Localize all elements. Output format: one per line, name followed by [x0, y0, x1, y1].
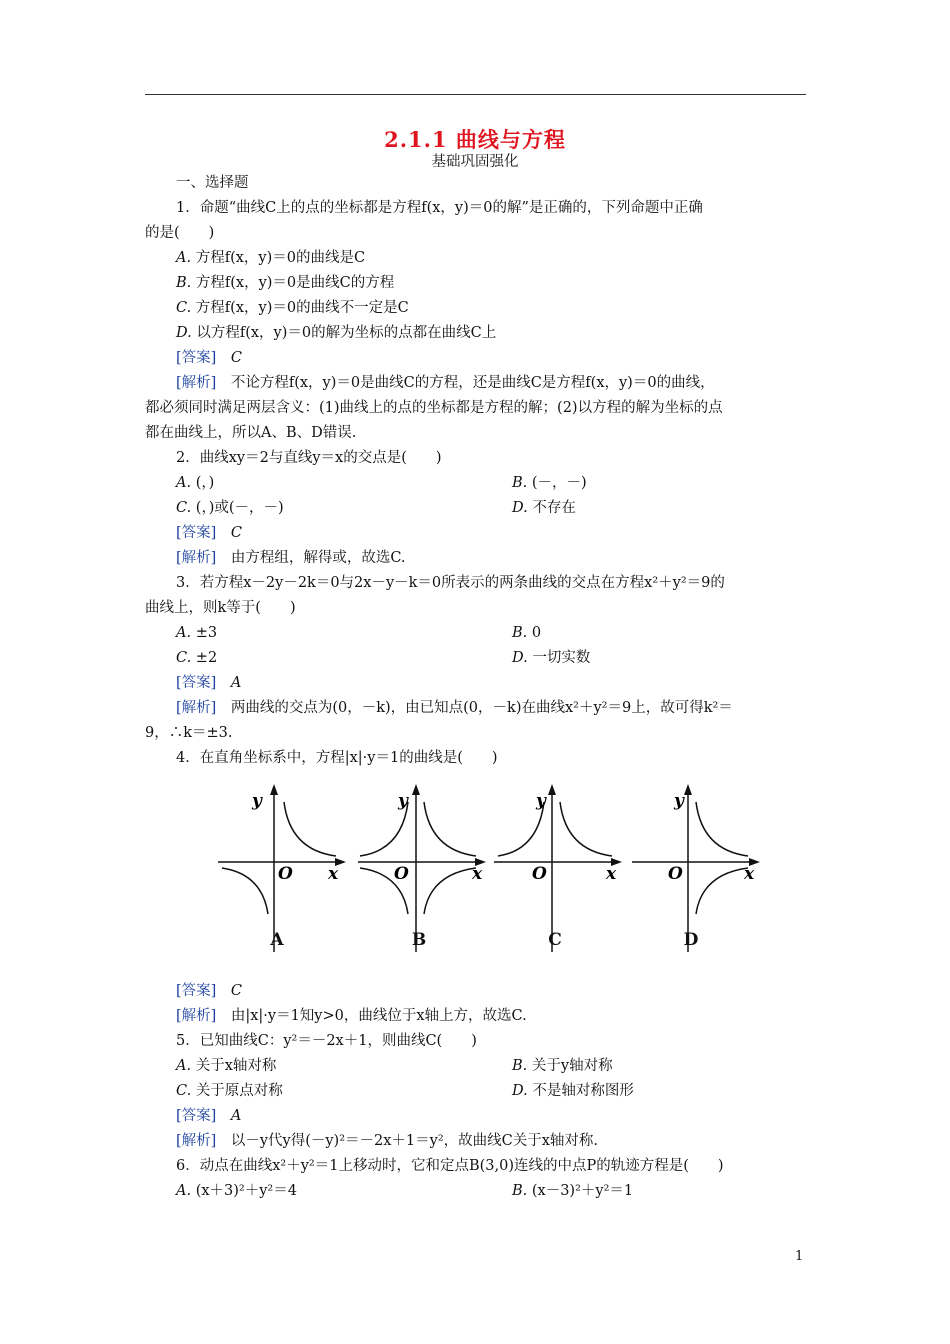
- q1-option-d: D. 以方程f(x，y)＝0的解为坐标的点都在曲线C上: [176, 325, 497, 341]
- q3-option-b: B. 0: [512, 625, 542, 641]
- q1-answer: [答案] C: [176, 350, 242, 366]
- figure-b-x-label: x: [472, 864, 483, 884]
- q4-stem: 4．在直角坐标系中，方程|x|·y＝1的曲线是( ): [176, 750, 498, 766]
- q3-explanation-line2: 9，∴k＝±3.: [145, 725, 233, 741]
- q5-explanation: [解析] 以－y代y得(－y)²＝－2x＋1＝y²，故曲线C关于x轴对称.: [176, 1133, 599, 1149]
- q1-option-b: B. 方程f(x，y)＝0是曲线C的方程: [176, 275, 395, 291]
- q2-option-a: A. (，): [176, 475, 215, 491]
- q5-option-c: C. 关于原点对称: [176, 1083, 283, 1099]
- q5-option-b: B. 关于y轴对称: [512, 1058, 613, 1074]
- q2-option-c: C. (，)或(－，－): [176, 500, 284, 516]
- q4-explanation: [解析] 由|x|·y＝1知y>0，曲线位于x轴上方，故选C.: [176, 1008, 527, 1024]
- q3-answer: [答案] A: [176, 675, 242, 691]
- q1-explanation-line2: 都必须同时满足两层含义：(1)曲线上的点的坐标都是方程的解；(2)以方程的解为坐标的点: [145, 400, 723, 416]
- q1-explanation-line3: 都在曲线上，所以A、B、D错误.: [145, 425, 357, 441]
- figure-c-origin-label: O: [532, 864, 547, 884]
- page-number: 1: [795, 1249, 804, 1264]
- q2-stem: 2．曲线xy＝2与直线y＝x的交点是( ): [176, 450, 442, 466]
- figure-c-y-label: y: [536, 791, 546, 811]
- figure-a-origin-label: O: [278, 864, 293, 884]
- section-heading: 一、选择题: [176, 175, 249, 191]
- figure-option-b: [358, 782, 488, 962]
- figure-c-label: C: [548, 930, 562, 950]
- q3-option-c: C. ±2: [176, 650, 218, 666]
- q1-stem-line1: 1．命题“曲线C上的点的坐标都是方程f(x，y)＝0的解”是正确的，下列命题中正确: [176, 200, 703, 216]
- figure-d-origin-label: O: [668, 864, 683, 884]
- page-subtitle: 基础巩固强化: [431, 154, 519, 170]
- q6-option-b: B. (x－3)²＋y²＝1: [512, 1183, 634, 1199]
- figure-d-x-label: x: [744, 864, 755, 884]
- figure-d-label: D: [683, 930, 699, 950]
- q4-answer: [答案] C: [176, 983, 242, 999]
- figure-a-label: A: [270, 930, 284, 950]
- figure-c-x-label: x: [606, 864, 617, 884]
- q1-option-a: A. 方程f(x，y)＝0的曲线是C: [176, 250, 366, 266]
- q2-answer: [答案] C: [176, 525, 242, 541]
- figure-option-d: [632, 782, 762, 962]
- q2-option-b: B. (－，－): [512, 475, 587, 491]
- figure-option-a: [218, 782, 348, 962]
- q5-option-a: A. 关于x轴对称: [176, 1058, 277, 1074]
- figure-a-x-label: x: [328, 864, 339, 884]
- q1-stem-line2: 的是( ): [145, 225, 215, 241]
- q5-option-d: D. 不是轴对称图形: [512, 1083, 634, 1099]
- figure-b-origin-label: O: [394, 864, 409, 884]
- figure-b-y-label: y: [398, 791, 408, 811]
- figure-a-y-label: y: [252, 791, 262, 811]
- q3-stem-line1: 3．若方程x－2y－2k＝0与2x－y－k＝0所表示的两条曲线的交点在方程x²＋y²＝9的: [176, 575, 725, 591]
- q2-explanation: [解析] 由方程组，解得或，故选C.: [176, 550, 406, 566]
- q3-option-d: D. 一切实数: [512, 650, 591, 666]
- page-title: 2.1.1 曲线与方程: [384, 127, 566, 152]
- q6-stem: 6．动点在曲线x²＋y²＝1上移动时，它和定点B(3,0)连线的中点P的轨迹方程是( ): [176, 1158, 724, 1174]
- header-rule: [145, 94, 806, 95]
- q2-option-d: D. 不存在: [512, 500, 576, 516]
- figure-b-label: B: [411, 930, 427, 950]
- q3-stem-line2: 曲线上，则k等于( ): [145, 600, 296, 616]
- q6-option-a: A. (x＋3)²＋y²＝4: [176, 1183, 297, 1199]
- q3-explanation-line1: [解析] 两曲线的交点为(0，－k)，由已知点(0，－k)在曲线x²＋y²＝9上，故可得k²＝: [176, 700, 733, 716]
- q5-stem: 5．已知曲线C：y²＝－2x＋1，则曲线C( ): [176, 1033, 477, 1049]
- q3-option-a: A. ±3: [176, 625, 218, 641]
- figure-d-y-label: y: [674, 791, 684, 811]
- q1-explanation-line1: [解析] 不论方程f(x，y)＝0是曲线C的方程，还是曲线C是方程f(x，y)＝0的曲线，: [176, 375, 715, 391]
- figure-option-c: [494, 782, 624, 962]
- q1-option-c: C. 方程f(x，y)＝0的曲线不一定是C: [176, 300, 409, 316]
- q5-answer: [答案] A: [176, 1108, 242, 1124]
